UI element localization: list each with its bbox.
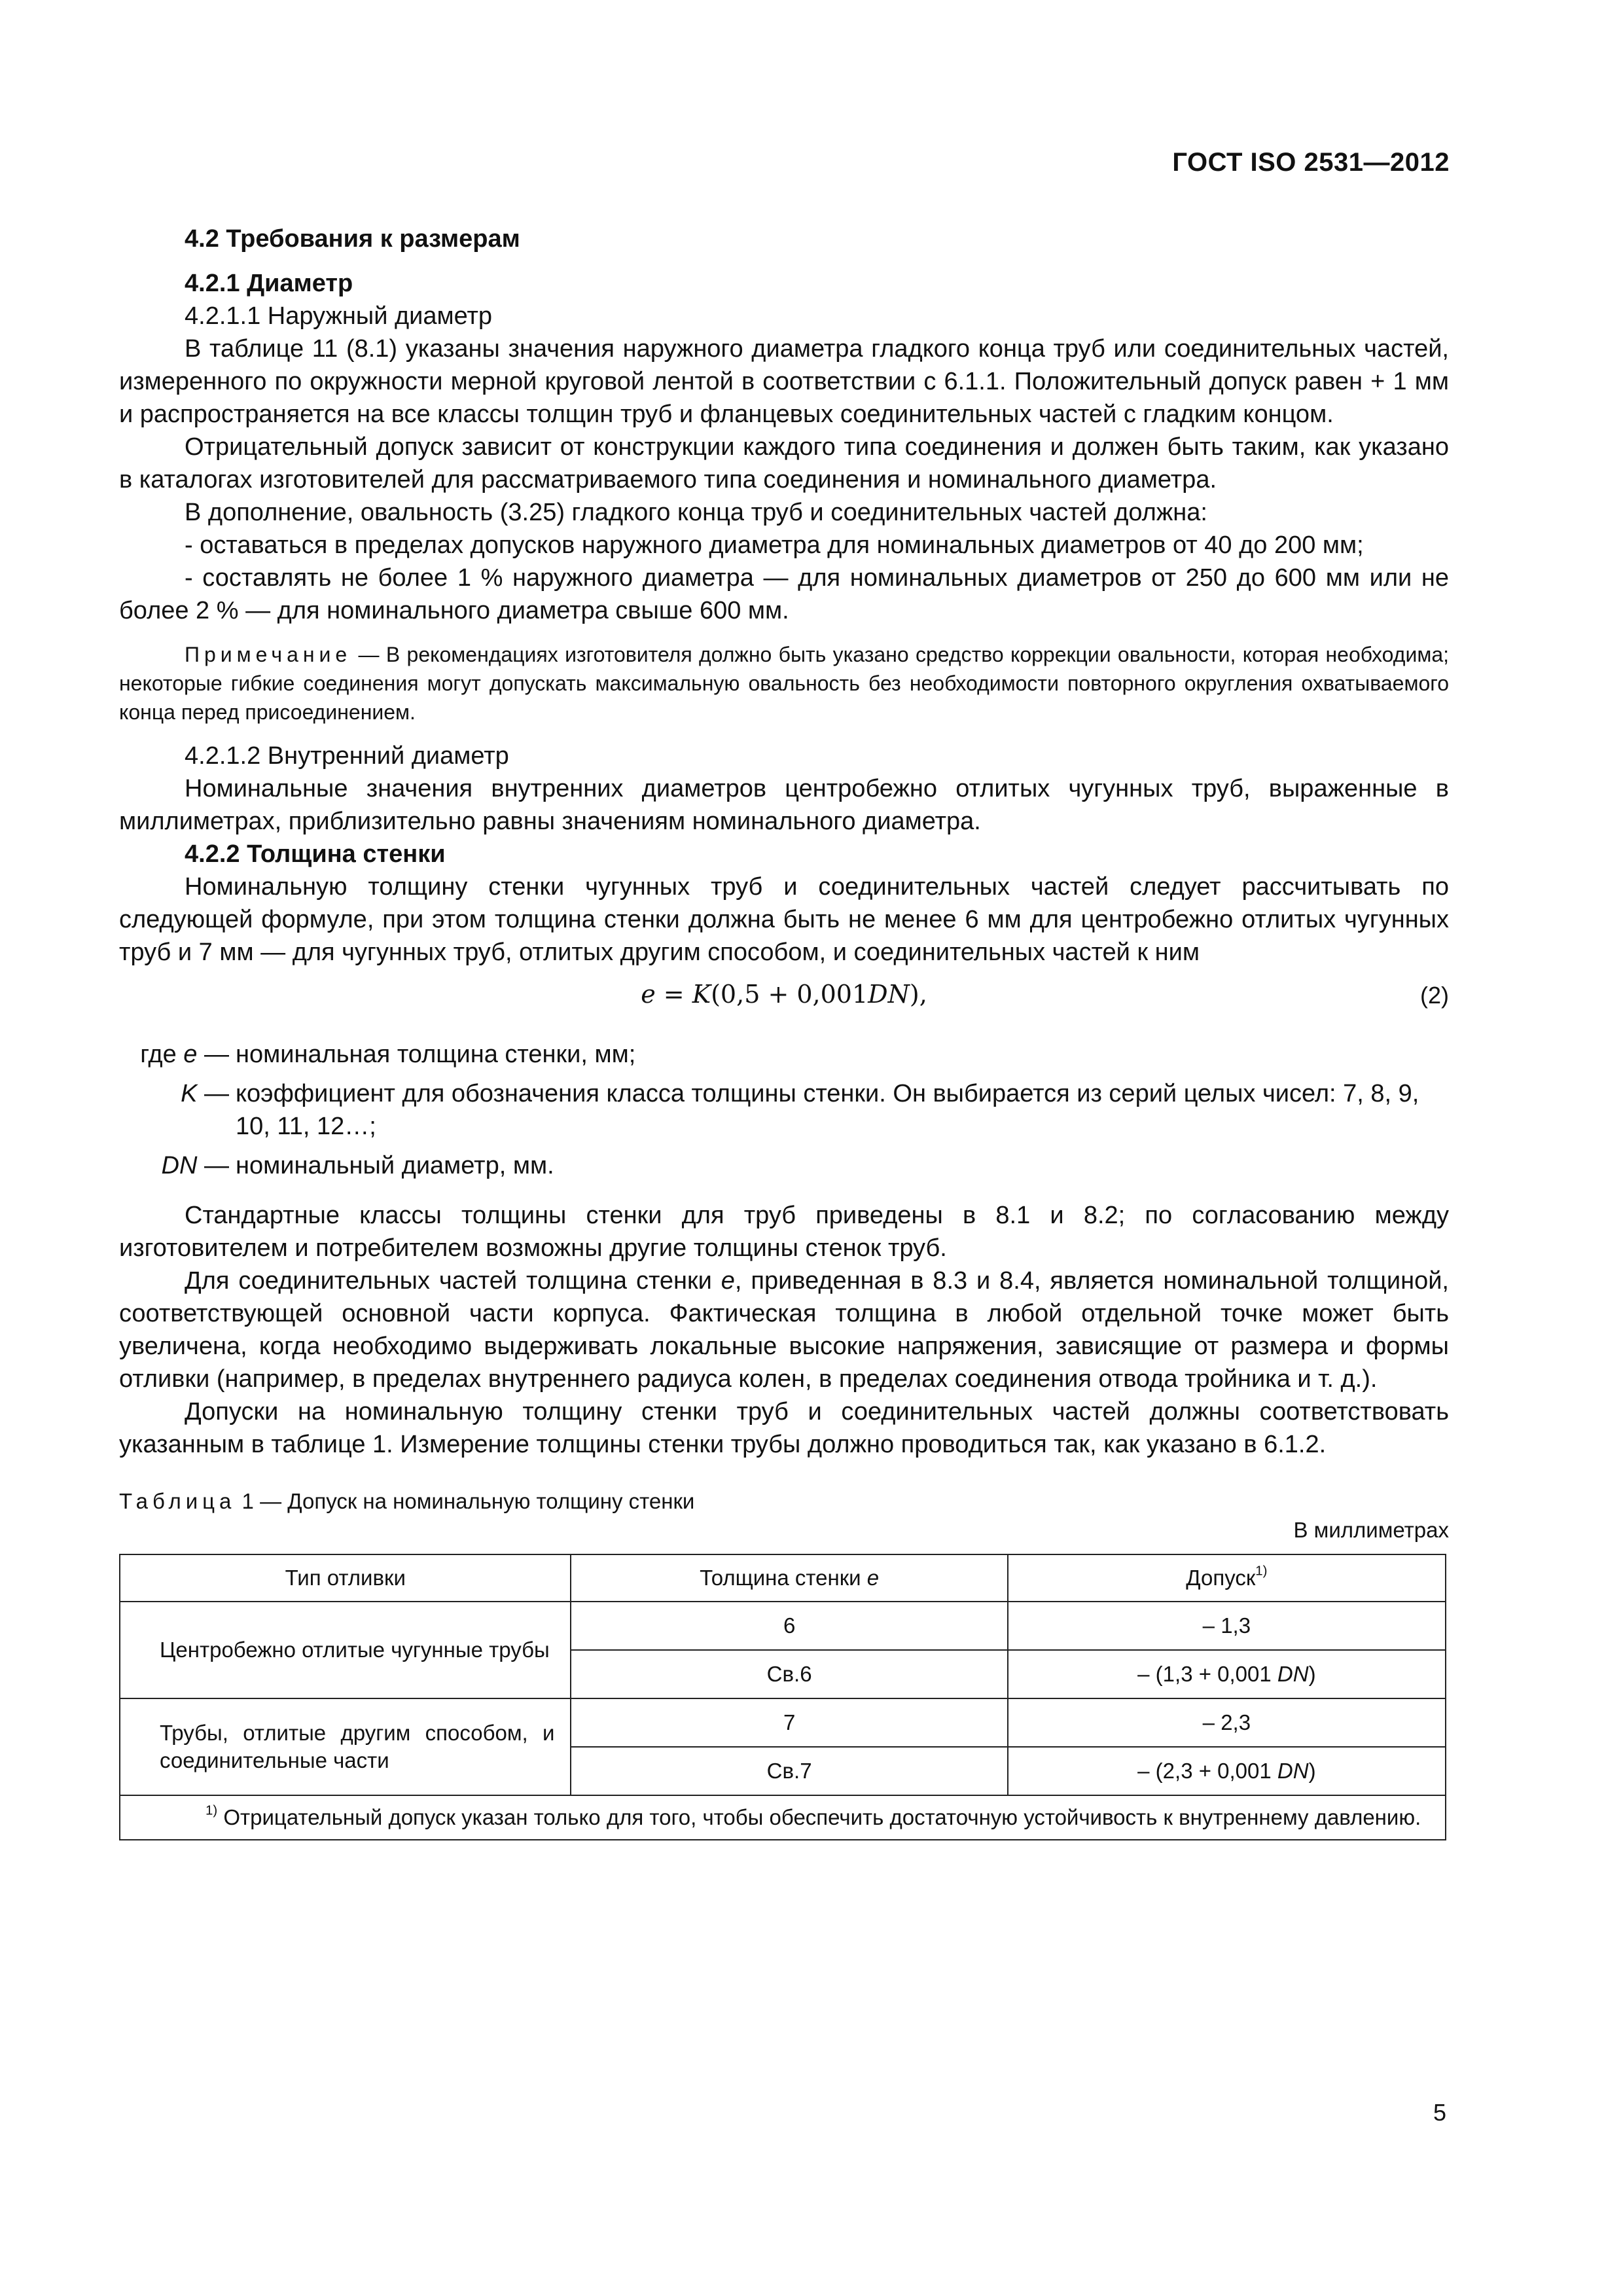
header-thickness: Толщина стенки e (571, 1554, 1007, 1602)
table-row: Св.7 – (2,3 + 0,001 DN) (120, 1747, 1446, 1795)
legend-row-e: где e — номинальная толщина стенки, мм; (140, 1041, 636, 1068)
wall-thickness-paragraph-4: Допуски на номинальную толщину стенки труб и соединительных частей должны соответствовать указанным в таблице 1. Измерение толщины стенки трубы должно проводиться так, как указано в 6.1.2. (119, 1398, 1449, 1458)
legend-row-k: K — коэффициент для обозначения класса толщины стенки. Он выбирается из серий целых чисел: 7, 8, 9, 10, 11, 12…; (181, 1080, 1419, 1140)
formula-number: (2) (1420, 982, 1449, 1009)
table-1-units: В миллиметрах (1293, 1518, 1449, 1542)
document-body (119, 223, 1449, 1840)
formula-2 (119, 978, 1449, 1016)
table-footnote: $^{1)}$ Отрицательный допуск указан только для того, чтобы обеспечить достаточную устойчивость к внутреннему давлению. (120, 1795, 1446, 1840)
header-type: Тип отливки (120, 1554, 571, 1602)
document-header: ГОСТ ISO 2531—2012 (1172, 148, 1450, 177)
wall-thickness-paragraph-2: Стандартные классы толщины стенки для труб приведены в 8.1 и 8.2; по согласованию между изготовителем и потребителем возможны другие толщины стенок труб. (119, 1202, 1449, 1262)
section-4-2-1-heading: 4.2.1 Диаметр (185, 270, 353, 297)
table-header-row (120, 1554, 1446, 1602)
inner-diameter-paragraph: Номинальные значения внутренних диаметров центробежно отлитых чугунных труб, выраженные в миллиметрах, приблизительно равны значениям номинального диаметра. (119, 775, 1449, 835)
outer-diameter-paragraph-3: В дополнение, овальность (3.25) гладкого конца труб и соединительных частей должна: (185, 499, 1207, 526)
header-tolerance: Допуск$^{1)}$ (1008, 1554, 1446, 1602)
page-number: 5 (1433, 2099, 1446, 2126)
formula-expression: e = K(0,5 + 0,001DN), (641, 980, 927, 1009)
outer-diameter-paragraph-2: Отрицательный допуск зависит от конструкции каждого типа соединения и должен быть таким, как указано в каталогах изготовителей для рассматриваемого типа соединения и номинального диаметра. (119, 433, 1449, 493)
note-paragraph (119, 640, 1449, 726)
table-1-caption: Таблица 1 — Допуск на номинальную толщину стенки (119, 1489, 695, 1513)
section-4-2-heading: 4.2 Требования к размерам (185, 225, 520, 253)
note-text: — В рекомендациях изготовителя должно быть указано средство коррекции овальности, которая необходима; некоторые гибкие соединения могут допускать максимальную овальность без необходимости повторного округления охватываемого конца перед присоединением. (119, 643, 1449, 724)
row-type-centrifugal: Центробежно отлитые чугунные трубы (120, 1602, 571, 1698)
wall-thickness-paragraph-1: Номинальную толщину стенки чугунных труб и соединительных частей следует рассчитывать по следующей формуле, при этом толщина стенки должна быть не менее 6 мм для центробежно отлитых чугунных труб и 7 мм — для чугунных труб, отлитых другим способом, и соединительных частей к ним (119, 873, 1449, 966)
section-4-2-1-1-heading: 4.2.1.1 Наружный диаметр (185, 302, 493, 330)
wall-thickness-paragraph-3: Для соединительных частей толщина стенки e, приведенная в 8.3 и 8.4, является номинальной толщиной, соответствующей основной части корпуса. Фактическая толщина в любой отдельной точке может быть увеличена, когда необходимо выдерживать локальные высокие напряжения, зависящие от размера и формы отливки (например, в пределах внутреннего радиуса колен, в пределах соединения отвода тройника и т. д.). (119, 1267, 1449, 1393)
table-row: Трубы, отлитые другим способом, и соединительные части 7 – 2,3 (120, 1698, 1446, 1747)
table-row: Центробежно отлитые чугунные трубы 6 – 1,3 (120, 1602, 1446, 1650)
formula-legend (119, 1038, 1449, 1182)
note-label: Примечание (185, 643, 352, 666)
table-1 (119, 1554, 1446, 1840)
legend-row-dn: DN — номинальный диаметр, мм. (161, 1152, 554, 1179)
ovality-item-2: - составлять не более 1 % наружного диаметра — для номинальных диаметров от 250 до 600 мм или не более 2 % — для номинального диаметра свыше 600 мм. (119, 564, 1449, 624)
outer-diameter-paragraph-1: В таблице 11 (8.1) указаны значения наружного диаметра гладкого конца труб или соединительных частей, измеренного по окружности мерной круговой лентой в соответствии с 6.1.1. Положительный допуск равен + 1 мм и распространяется на все классы толщин труб и фланцевых соединительных частей с гладким концом. (119, 335, 1449, 428)
table-row: Св.6 – (1,3 + 0,001 DN) (120, 1650, 1446, 1698)
table-footnote-row (120, 1795, 1446, 1840)
ovality-item-1: - оставаться в пределах допусков наружного диаметра для номинальных диаметров от 40 до 200 мм; (185, 531, 1364, 559)
section-4-2-1-2-heading: 4.2.1.2 Внутренний диаметр (185, 742, 509, 770)
row-type-other: Трубы, отлитые другим способом, и соединительные части (120, 1698, 571, 1795)
section-4-2-2-heading: 4.2.2 Толщина стенки (185, 840, 446, 868)
